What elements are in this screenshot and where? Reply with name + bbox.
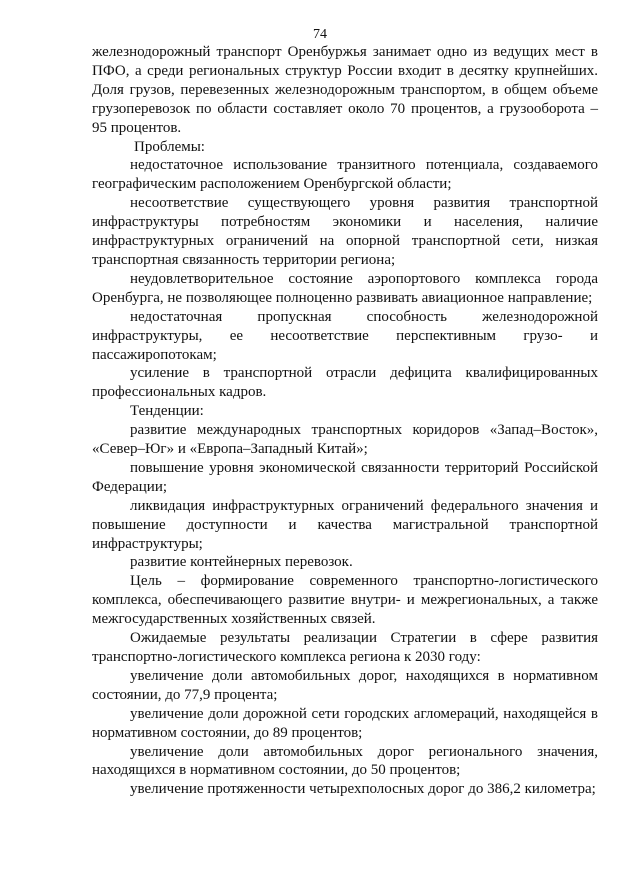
goal-paragraph: Цель – формирование современного транспортно-логистического комплекса, обеспечивающего развитие внутри- и межрегиональных, а также межгосударственных хозяйственных связей. [92, 573, 598, 628]
trend-item: развитие контейнерных перевозок. [130, 554, 353, 571]
result-item: увеличение доли дорожной сети городских агломераций, находящейся в нормативном состоянии, до 89 процентов; [92, 705, 598, 741]
page-number: 74 [313, 27, 327, 42]
trend-item: развитие международных транспортных коридоров «Запад–Восток», «Север–Юг» и «Европа–Западный Китай»; [92, 422, 598, 458]
result-item: увеличение протяженности четырехполосных дорог до 386,2 километра; [130, 781, 596, 798]
problem-item: несоответствие существующего уровня развития транспортной инфраструктуры потребностям экономики и населения, наличие инфраструктурных ограничений на опорной транспортной сети, низкая транспортная связанность территории региона; [92, 195, 598, 268]
expected-results-heading: Ожидаемые результаты реализации Стратегии в сфере развития транспортно-логистического комплекса региона к 2030 году: [92, 630, 598, 665]
problem-item: неудовлетворительное состояние аэропортового комплекса города Оренбурга, не позволяющее полноценно развивать авиационное направление; [92, 270, 598, 306]
heading-trends: Тенденции: [130, 403, 204, 420]
result-item: увеличение доли автомобильных дорог регионального значения, находящихся в нормативном состоянии, до 50 процентов; [92, 743, 598, 779]
problem-item: недостаточное использование транзитного потенциала, создаваемого географическим расположением Оренбургской области; [92, 157, 598, 193]
trend-item: ликвидация инфраструктурных ограничений федерального значения и повышение доступности и качества магистральной транспортной инфраструктуры; [92, 497, 598, 552]
problem-item: недостаточная пропускная способность железнодорожной инфраструктуры, ее несоответствие перспективным грузо- и пассажиропотокам; [92, 308, 598, 363]
paragraph-rail-transport: железнодорожный транспорт Оренбуржья занимает одно из ведущих мест в ПФО, а среди региональных структур России входит в десятку крупнейших. Доля грузов, перевезенных железнодорожным транспортом, в общем объеме грузоперевозок по области составляет около 70 процентов, а грузооборота – 95 процентов. [92, 44, 598, 136]
document-text [92, 43, 598, 799]
result-item: увеличение доли автомобильных дорог, находящихся в нормативном состоянии, до 77,9 процента; [92, 667, 598, 703]
trend-item: повышение уровня экономической связанности территорий Российской Федерации; [92, 459, 598, 495]
problem-item: усиление в транспортной отрасли дефицита квалифицированных профессиональных кадров. [92, 365, 598, 401]
heading-problems: Проблемы: [134, 138, 205, 155]
